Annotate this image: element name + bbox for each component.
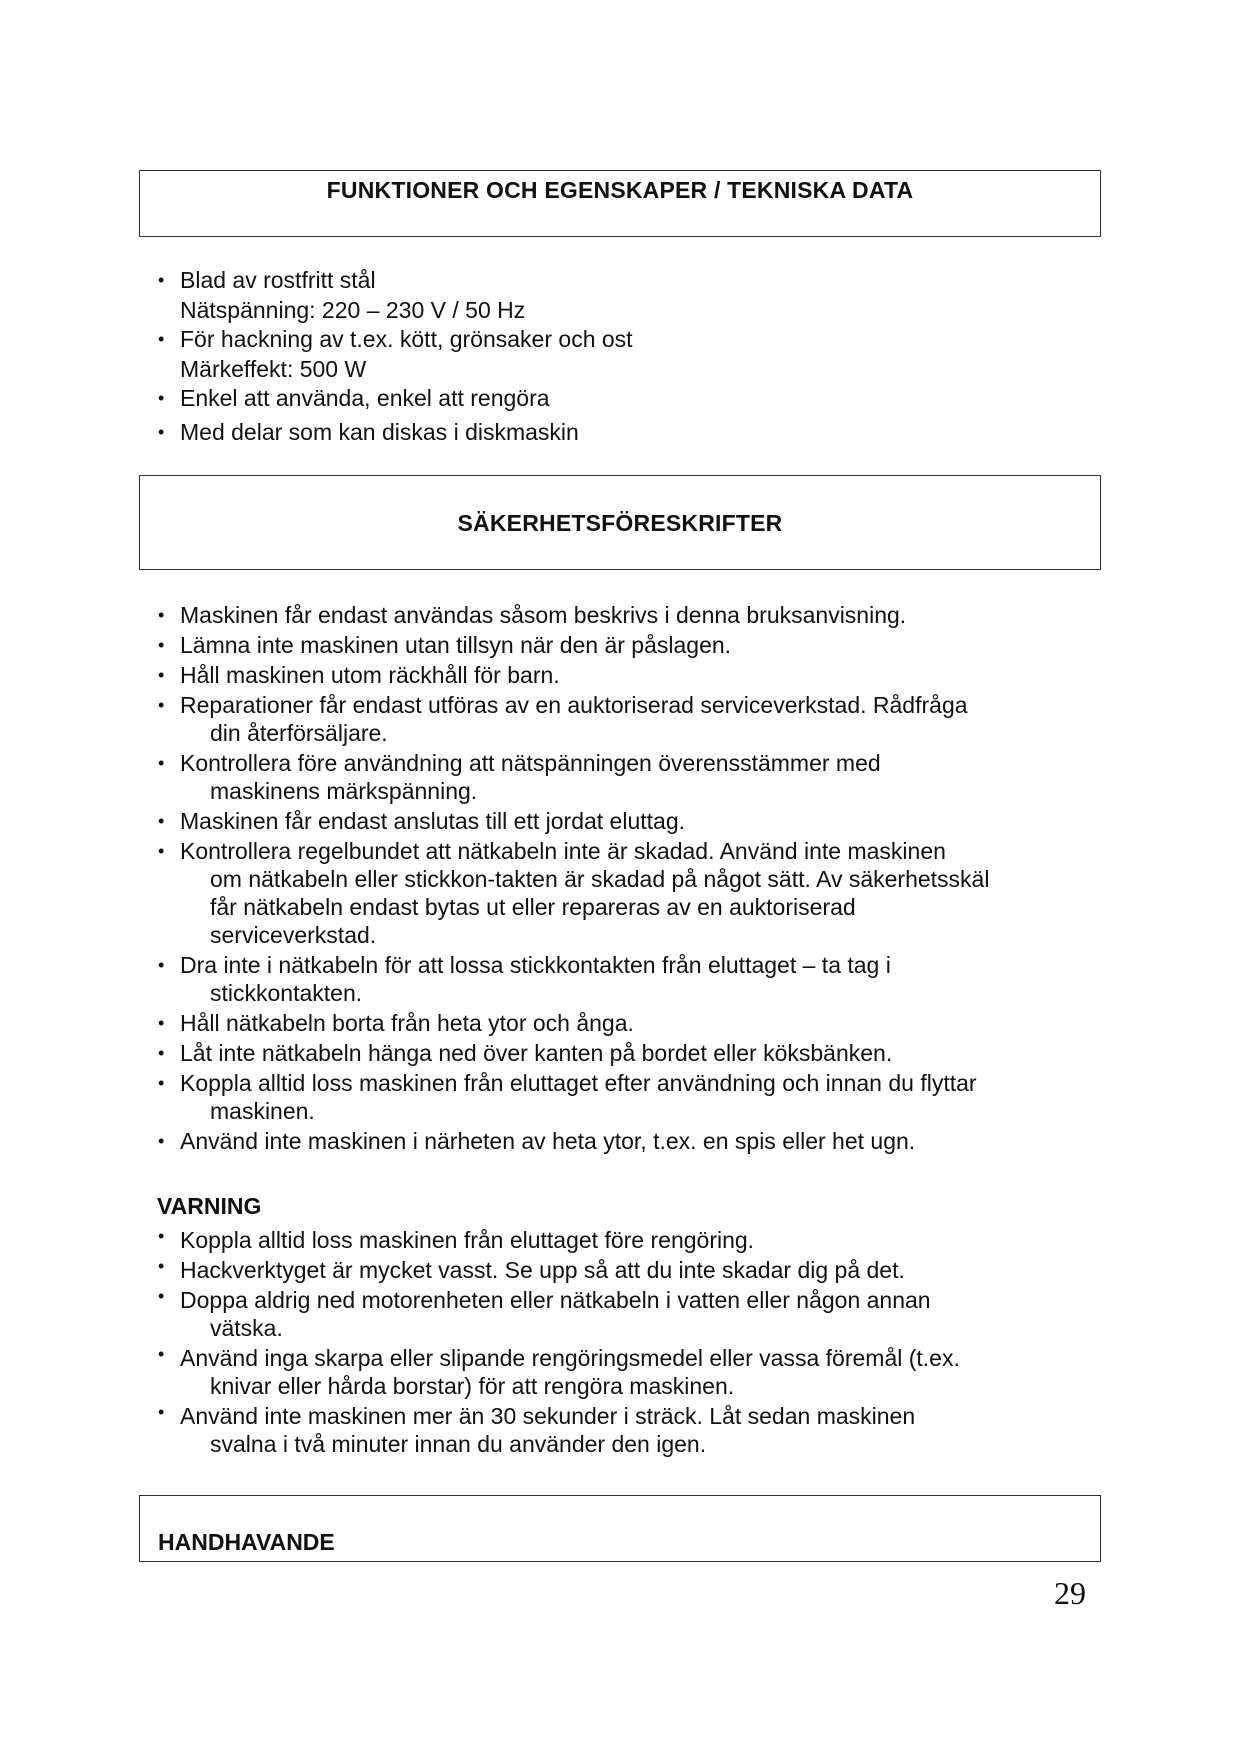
spec-line: Nätspänning: 220 – 230 V / 50 Hz: [180, 296, 526, 323]
list-item: • Lämna inte maskinen utan tillsyn när den är påslagen.: [158, 632, 732, 658]
features-list: [150, 266, 633, 447]
list-item: • Reparationer får endast utföras av en auktoriserad serviceverkstad. Rådfråga din återförsäljare.: [158, 692, 968, 746]
list-item: • Med delar som kan diskas i diskmaskin: [158, 418, 579, 445]
list-item: • Enkel att använda, enkel att rengöra: [158, 385, 550, 411]
list-item: • Koppla alltid loss maskinen från eluttaget före rengöring.: [158, 1226, 755, 1253]
list-item: • Blad av rostfritt stål: [158, 267, 376, 293]
features-title: FUNKTIONER OCH EGENSKAPER / TEKNISKA DATA: [326, 177, 914, 203]
list-item: • Koppla alltid loss maskinen från eluttaget efter användning och innan du flyttar maskinen.: [158, 1070, 977, 1124]
features-header-box: [139, 170, 1101, 237]
safety-title: SÄKERHETSFÖRESKRIFTER: [457, 510, 783, 536]
list-item: • Låt inte nätkabeln hänga ned över kanten på bordet eller köksbänken.: [158, 1040, 893, 1066]
list-item: • Maskinen får endast anslutas till ett jordat eluttag.: [158, 808, 686, 834]
spec-line: Märkeffekt: 500 W: [180, 355, 367, 382]
list-item: • Använd inte maskinen mer än 30 sekunder i sträck. Låt sedan maskinen svalna i två minuter innan du använder den igen.: [158, 1402, 916, 1457]
list-item: • Hackverktyget är mycket vasst. Se upp så att du inte skadar dig på det.: [158, 1256, 905, 1283]
list-item: • Använd inga skarpa eller slipande rengöringsmedel eller vassa föremål (t.ex. knivar eller hårda borstar) för att rengöra maskinen.: [158, 1344, 960, 1399]
list-item: • Håll maskinen utom räckhåll för barn.: [158, 662, 560, 688]
page-number: 29: [1054, 1575, 1086, 1611]
list-item: • Dra inte i nätkabeln för att lossa stickkontakten från eluttaget – ta tag i stickkontakten.: [158, 952, 891, 1006]
safety-header-box: [139, 475, 1101, 570]
operation-header-box: [139, 1495, 1101, 1562]
list-item: • Doppa aldrig ned motorenheten eller nätkabeln i vatten eller någon annan vätska.: [158, 1286, 931, 1341]
list-item: • Kontrollera regelbundet att nätkabeln inte är skadad. Använd inte maskinen om nätkabeln eller stickkon-takten är skadad på något sätt. Av säkerhetsskäl får nätkabeln endast bytas ut eller repareras av en auktoriserad serviceverkstad.: [158, 838, 990, 948]
warning-title: VARNING: [157, 1193, 262, 1219]
list-item: • Maskinen får endast användas såsom beskrivs i denna bruksanvisning.: [158, 602, 907, 628]
operation-title: HANDHAVANDE: [158, 1529, 335, 1555]
warning-list: [150, 1226, 960, 1458]
safety-list: [150, 601, 989, 1155]
list-item: • Kontrollera före användning att nätspänningen överensstämmer med maskinens märkspänning.: [158, 750, 881, 804]
list-item: • Håll nätkabeln borta från heta ytor och ånga.: [158, 1010, 634, 1036]
list-item: • För hackning av t.ex. kött, grönsaker och ost: [158, 326, 633, 352]
list-item: • Använd inte maskinen i närheten av heta ytor, t.ex. en spis eller het ugn.: [158, 1128, 916, 1154]
